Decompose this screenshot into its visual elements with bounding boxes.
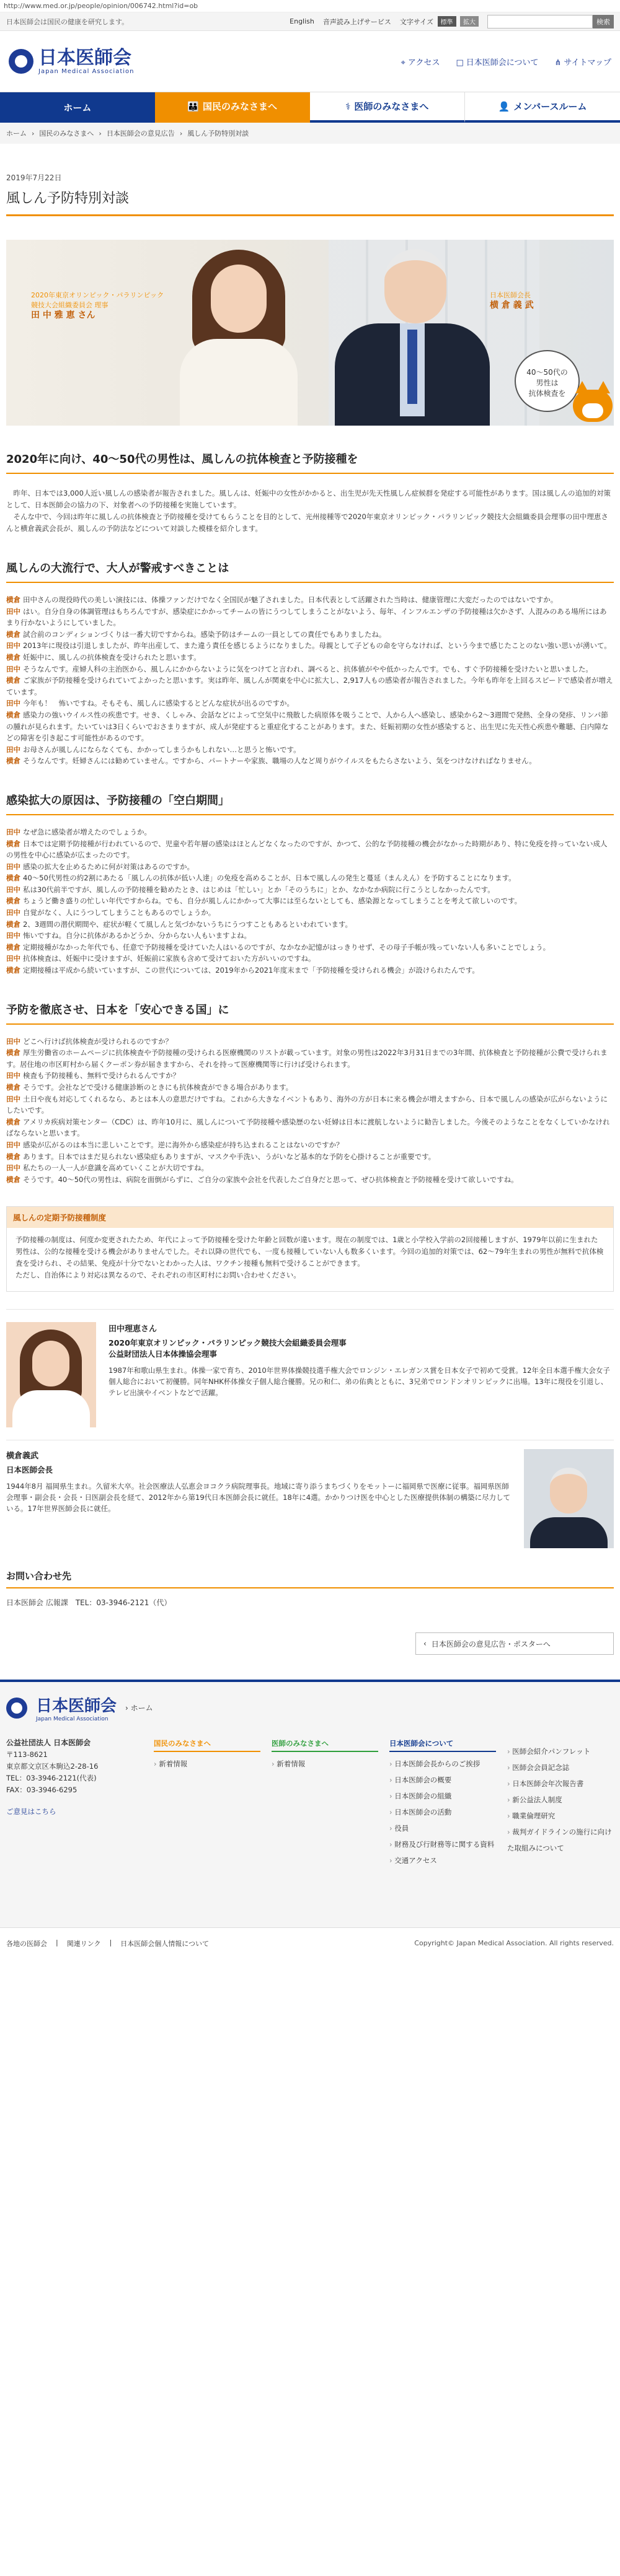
dialogue-line bbox=[6, 1036, 614, 1048]
hero-image bbox=[6, 240, 614, 426]
footer-col-heading bbox=[507, 1737, 614, 1740]
footer-link[interactable]: › 医師会会員記念誌 bbox=[507, 1759, 614, 1776]
dialogue-line bbox=[6, 1151, 614, 1163]
font-large-button[interactable]: 拡大 bbox=[460, 16, 479, 27]
speaker-name: 横倉 bbox=[6, 942, 20, 952]
speaker-name: 横倉 bbox=[6, 595, 20, 604]
dialogue-text: 自覚がなく、人にうつしてしまうこともあるのでしょうか。 bbox=[23, 908, 216, 918]
logo-mark-icon bbox=[9, 49, 33, 74]
footer-col-heading[interactable]: 医師のみなさまへ bbox=[272, 1737, 378, 1752]
footer-col-doctor bbox=[272, 1737, 378, 1868]
footer-org: 公益社団法人 日本医師会 bbox=[6, 1738, 91, 1748]
footer-link[interactable]: › 新着情報 bbox=[154, 1756, 260, 1772]
speaker-name: 田中 bbox=[6, 1094, 20, 1103]
site-header bbox=[0, 31, 620, 92]
people-icon: 👪 bbox=[187, 100, 199, 112]
speaker-name: 田中 bbox=[6, 954, 20, 963]
dialogue-text: なぜ急に感染者が増えたのでしょうか。 bbox=[23, 827, 151, 836]
dialogue-line bbox=[6, 872, 614, 884]
footer-address-line: 東京都文京区本駒込2-28-16 bbox=[6, 1762, 99, 1771]
dialogue-text: そうです。会社などで受ける健康診断のときにも抗体検査ができる場合があります。 bbox=[23, 1083, 293, 1092]
bottom-link[interactable]: 日本医師会個人情報について bbox=[120, 1939, 209, 1948]
dialogue-line bbox=[6, 744, 614, 756]
dialogue-line bbox=[6, 1116, 614, 1139]
photo-yokokura bbox=[335, 243, 490, 426]
search-button[interactable]: 検索 bbox=[593, 15, 614, 28]
dialogue-line bbox=[6, 953, 614, 965]
info-box bbox=[6, 1206, 614, 1292]
dialogue-text: 妊娠中に、風しんの抗体検査を受けられたと思います。 bbox=[23, 652, 201, 662]
bottom-link[interactable]: 各地の医師会 bbox=[6, 1939, 47, 1948]
profile-yokokura bbox=[6, 1440, 614, 1561]
profile-role: 日本医師会長 bbox=[6, 1465, 53, 1475]
dialogue-text: アメリカ疾病対策センター（CDC）は、昨年10月に、風しんについて予防接種や感染歴のない妊婦は日本に渡航しないように勧告しました。今後そのようなことをなくしていかなければならないと思います。 bbox=[6, 1117, 610, 1138]
speaker-name: 田中 bbox=[6, 664, 20, 673]
speaker-name: 田中 bbox=[6, 885, 20, 894]
dialogue-line bbox=[6, 755, 614, 767]
page-title: 風しん予防特別対談 bbox=[6, 188, 614, 216]
access-link[interactable] bbox=[401, 56, 440, 68]
global-nav bbox=[0, 92, 620, 123]
footer-link[interactable]: › 裁判ガイドラインの施行に向けた取組みについて bbox=[507, 1824, 614, 1856]
footer-col-heading[interactable]: 国民のみなさまへ bbox=[154, 1737, 260, 1752]
dialogue-text: 試合前のコンディションづくりは一番大切ですからね。感染予防はチームの一員としての責任でもありましたね。 bbox=[23, 629, 386, 639]
footer-address bbox=[6, 1737, 143, 1868]
doctor-icon: ⚕ bbox=[345, 100, 351, 112]
nav-doctor[interactable] bbox=[310, 92, 465, 123]
speaker-name: 横倉 bbox=[6, 839, 20, 848]
dialogue-line bbox=[6, 709, 614, 744]
photo-tanaka bbox=[174, 246, 304, 426]
info-box-text: 予防接種の制度は、何度か変更されたため、年代によって予防接種を受けた年齢と回数が違います。現在の制度では、1歳と小学校入学前の2回接種しますが、1979年以前に生まれた男性は、公的な接種を受ける機会がありませんでした。それ以降の世代でも、一度も接種していない人も数多くいます。今回の追加的対策では、62～79年生まれの男性が無料で抗体検査を受けられ、その結果、免疫が十分でないとわかった人は、ワクチン接種も無料で受けることができます。 ただし、自治体により対応は異なるので、それぞれの市区町村にお問い合わせください。 bbox=[16, 1235, 604, 1280]
dialogue-text: ちょうど働き盛りの忙しい年代ですからね。でも、自分が風しんにかかって大事には至らないとしても、感染源となってしまうことを考えて欲しいのです。 bbox=[23, 896, 522, 906]
dialogue-line bbox=[6, 1047, 614, 1070]
dialogue bbox=[6, 594, 614, 767]
hero-caption-left-name: 田 中 雅 恵 さん bbox=[31, 310, 95, 320]
speaker-name: 横倉 bbox=[6, 629, 20, 639]
dialogue-sections bbox=[6, 559, 614, 1185]
speaker-name: 横倉 bbox=[6, 1152, 20, 1161]
footer-breadcrumb[interactable]: › ホーム bbox=[125, 1704, 153, 1713]
profile-name: 田中理恵さん bbox=[108, 1325, 157, 1334]
dialogue-text: どこへ行けば抗体検査が受けられるのですか？ bbox=[23, 1036, 173, 1046]
sitemap-label: サイトマップ bbox=[564, 58, 611, 68]
speaker-name: 横倉 bbox=[6, 1048, 20, 1058]
font-size-control bbox=[400, 16, 479, 27]
dialogue-text: 厚生労働省のホームページに抗体検査や予防接種の受けられる医療機関のリストが載っています。対象の男性は2022年3月31日までの3年間、抗体検査と予防接種が公費で受けられます。居住地の市区町村から届くクーポン券が届きますから、それを持って医療機関等に行けば受けられます。 bbox=[6, 1048, 608, 1069]
dialogue-text: 私たちの一人一人が意識を高めていくことが大切ですね。 bbox=[23, 1163, 208, 1173]
breadcrumb-item[interactable]: 国民のみなさまへ bbox=[39, 129, 94, 138]
article-date: 2019年7月22日 bbox=[6, 173, 62, 182]
footer-address-line: TEL：03-3946-2121(代表) bbox=[6, 1774, 97, 1783]
footer-address-line: 〒113-8621 bbox=[6, 1750, 48, 1759]
nav-public-label: 国民のみなさまへ bbox=[202, 101, 277, 112]
speaker-name: 田中 bbox=[6, 827, 20, 836]
english-link[interactable]: English bbox=[290, 17, 314, 25]
mascot-cat-icon bbox=[572, 381, 614, 423]
speaker-name: 横倉 bbox=[6, 1117, 20, 1126]
footer-link[interactable]: › 日本医師会の組織 bbox=[389, 1788, 496, 1804]
bottom-link[interactable]: 関連リンク bbox=[66, 1939, 101, 1948]
logo-en: Japan Medical Association bbox=[38, 68, 135, 75]
back-to-ads-button[interactable] bbox=[415, 1632, 614, 1655]
dialogue-text: そうです。40～50代の男性は、病院を面倒がらずに、ご自分の家族や会社を代表したご自身だと思って、ぜひ抗体検査と予防接種を受けて欲しいですね。 bbox=[23, 1175, 518, 1184]
footer-feedback-link[interactable]: ご意見はこちら bbox=[6, 1807, 56, 1816]
nav-member[interactable] bbox=[464, 92, 620, 123]
back-to-ads-label: 日本医師会の意見広告・ポスターへ bbox=[431, 1639, 551, 1649]
speaker-name: 田中 bbox=[6, 641, 20, 651]
speaker-name: 横倉 bbox=[6, 676, 20, 685]
dialogue-line bbox=[6, 930, 614, 942]
section-heading: 風しんの大流行で、大人が警戒すべきことは bbox=[6, 559, 614, 583]
dialogue bbox=[6, 1036, 614, 1186]
dialogue-line bbox=[6, 838, 614, 861]
footer-bottom-bar: 各地の医師会 | 関連リンク | 日本医師会個人情報について Copyright© Japan Medical Association. All rights reserved. bbox=[0, 1927, 620, 1958]
dialogue-line bbox=[6, 664, 614, 675]
footer-link[interactable]: › 医師会紹介パンフレット bbox=[507, 1743, 614, 1759]
lead-text: 昨年、日本では3,000人近い風しんの感染者が報告されました。風しんは、妊娠中の女性がかかると、出生児が先天性風しん症候群を発症する可能性があります。国は風しんの追加的対策として、日本医師会の協力の下、対象者への予防接種を実施しています。 そんな中で、今回は昨年に風しんの抗体検査と予防接種を受けてもらうことを目的として、光州接種等で2020年東京オリンピック・パラリンピック競技大会組織委員会理事の田中理恵さんと横倉義武会長が、風しんの予防法などについて対談した模様を紹介します。 bbox=[6, 489, 611, 533]
dialogue-text: ご家族が予防接種を受けられていてよかったと思います。実は昨年、風しんが関東を中心に拡大し、2,917人もの感染者が報告されました。今年も昨年を上回るスピードで感染者が増えています。 bbox=[6, 676, 613, 696]
dialogue-line bbox=[6, 1093, 614, 1116]
dialogue-text: そうなんです。産婦人科の主治医から、風しんにかからないように気をつけてと言われ、調べると、抗体値がやや低かったんです。でも、すぐ予防接種を受けたいと思いました。 bbox=[23, 664, 593, 673]
search-box bbox=[487, 15, 614, 28]
dialogue-line bbox=[6, 1162, 614, 1174]
footer-link[interactable]: › 交通アクセス bbox=[389, 1852, 496, 1868]
dialogue-text: 40～50代男性の約2割にあたる「風しんの抗体が低い人達」の免疫を高めることが、日本で風しんの発生と蔓延（まんえん）を予防することになります。 bbox=[23, 874, 516, 883]
hero-caption-right bbox=[490, 291, 534, 310]
dialogue-line bbox=[6, 919, 614, 931]
breadcrumb-item[interactable]: 日本医師会の意見広告 bbox=[106, 129, 175, 138]
profile-bio: 1987年和歌山県生まれ。体操一家で育ち、2010年世界体操競技選手権大会でロンジン・エレガンス賞を日本女子で初めて受賞。12年全日本選手権大会女子個人総合において初優勝。同年NHK杯体操女子個人総合優勝。兄の和仁、弟の佑典とともに、3兄弟でロンドンオリンピックに出場。13年に現役を引退し、テレビ出演やイベントなどで活躍。 bbox=[108, 1366, 610, 1398]
dialogue-line bbox=[6, 594, 614, 606]
speaker-name: 田中 bbox=[6, 699, 20, 708]
nav-home[interactable]: ホーム bbox=[0, 92, 155, 123]
footer-link[interactable]: › 役員 bbox=[389, 1820, 496, 1836]
dialogue-line bbox=[6, 629, 614, 641]
dialogue-text: 感染力の強いウイルス性の疾患です。せき、くしゃみ、会話などによって空気中に飛散した病原体を吸うことで、人から人へ感染し、感染から2～3週間で発熱、全身の発疹、リンパ節の腫れが見られます。たいていは3日くらいでおさまりますが、成人が発症すると重症化することがあります。また、妊娠初期の女性が感染すると、出生児に先天性心疾患や難聴、白内障などの障害を引き起こす可能性があるのです。 bbox=[6, 710, 609, 743]
dialogue-line bbox=[6, 907, 614, 919]
dialogue-text: 定期接種がなかった年代でも、任意で予防接種を受けていた人はいるのですが、なかなか記憶がはっきりせず、その母子手帳が残っていない人も多いことでしょう。 bbox=[23, 942, 551, 952]
profile-bio: 1944年8月 福岡県生まれ。久留米大卒。社会医療法人弘恵会ヨコクラ病院理事長。地域に寄り添うまちづくりをモットーに福岡県で医療に従事。福岡県医師会理事・副会長・会長・日医副会長を経て、2012年から第19代日本医師会長に就任。18年に4選。かかりつけ医を中心とした医療提供体制の構築に尽力している。17年世界医師会長に就任。 bbox=[6, 1482, 511, 1514]
dialogue-text: そうなんです。妊婦さんには勧めていません。ですから、パートナーや家族、職場の人など周りがウイルスをもたらさないよう、気をつけなければなりません。 bbox=[23, 756, 536, 766]
speaker-name: 横倉 bbox=[6, 710, 20, 719]
speaker-name: 田中 bbox=[6, 931, 20, 940]
nav-doctor-label: 医師のみなさまへ bbox=[354, 101, 429, 112]
speaker-name: 田中 bbox=[6, 908, 20, 918]
font-size-label: 文字サイズ bbox=[399, 18, 433, 26]
dialogue-line bbox=[6, 861, 614, 873]
dialogue-text: 私は30代前半ですが、風しんの予防接種を勧めたとき、はじめは「忙しい」とか「そのうちに」とか、なかなか病院に行こうとしなかったんです。 bbox=[23, 885, 495, 894]
dialogue-line bbox=[6, 675, 614, 698]
dialogue bbox=[6, 826, 614, 976]
dialogue-line bbox=[6, 698, 614, 709]
footer-link[interactable]: › 職業倫理研究 bbox=[507, 1808, 614, 1824]
speaker-name: 横倉 bbox=[6, 756, 20, 766]
dialogue-line bbox=[6, 1082, 614, 1093]
footer-col-more bbox=[507, 1737, 614, 1868]
speaker-name: 田中 bbox=[6, 1163, 20, 1173]
hero-caption-left-role: 2020年東京オリンピック・パラリンピック 競技大会組織委員会 理事 bbox=[31, 291, 164, 309]
speaker-name: 横倉 bbox=[6, 919, 20, 929]
speaker-name: 田中 bbox=[6, 607, 20, 616]
logo-jp: 日本医師会 bbox=[38, 46, 131, 69]
dialogue-text: 田中さんの現役時代の美しい演技には、体操ファンだけでなく全国民が魅了されました。日本代表として活躍された当時は、健康管理に大変だったのではないですか。 bbox=[23, 595, 558, 604]
speaker-name: 田中 bbox=[6, 862, 20, 871]
dialogue-text: お母さんが風しんにならなくても、かかってしまうかもしれない…と思うと怖いです。 bbox=[23, 745, 301, 754]
profile-tanaka bbox=[6, 1309, 614, 1440]
tagline: 日本医師会は国民の健康を研究します。 bbox=[6, 17, 129, 26]
footer-link[interactable]: › 日本医師会の活動 bbox=[389, 1804, 496, 1820]
dialogue-text: はい。自分自身の体調管理はもちろんですが、感染症にかかってチームの皆にうつしてしまうことがないよう、毎年、インフルエンザの予防接種は欠かさず、人混みのある場所にはあまり行かないようにしていました。 bbox=[6, 607, 607, 628]
profile-photo-tanaka bbox=[6, 1322, 96, 1427]
hero-caption-right-name: 横 倉 義 武 bbox=[490, 300, 534, 310]
dialogue-text: 2013年に現役は引退しましたが、昨年出産して、また違う責任を感じるようになりました。母親として子どもの命を守らなければ、という今まで感じたことのない強い思いが湧いて。 bbox=[23, 641, 611, 651]
dialogue-text: 感染の拡大を止めるために何が対策はあるのですか。 bbox=[23, 862, 194, 871]
search-input[interactable] bbox=[487, 15, 593, 28]
info-box-heading: 風しんの定期予防接種制度 bbox=[7, 1207, 613, 1228]
speaker-name: 横倉 bbox=[6, 966, 20, 975]
profile-role: 2020年東京オリンピック・パラリンピック競技大会組織委員会理事 公益財団法人日本体操協会理事 bbox=[108, 1338, 347, 1359]
footer-logo-icon[interactable] bbox=[6, 1698, 27, 1719]
dialogue-text: 定期接種は平成から続いていますが、この世代については、2019年から2021年度末まで「予防接種を受けられる機会」が設けられたんです。 bbox=[23, 966, 479, 975]
dialogue-line bbox=[6, 640, 614, 652]
contact-heading: お問い合わせ先 bbox=[6, 1569, 614, 1588]
speaker-name: 田中 bbox=[6, 745, 20, 754]
copyright: Copyright© Japan Medical Association. All rights reserved. bbox=[414, 1939, 614, 1948]
footer-breadcrumb-label: ホーム bbox=[130, 1704, 153, 1713]
dialogue-line bbox=[6, 826, 614, 838]
footer-address-line: FAX：03-3946-6295 bbox=[6, 1785, 78, 1795]
nav-public[interactable] bbox=[155, 92, 310, 123]
dialogue-line bbox=[6, 942, 614, 953]
dialogue-line bbox=[6, 884, 614, 896]
dialogue-text: 感染が広がるのは本当に悲しいことです。逆に海外から感染症が持ち込まれることはないのですか？ bbox=[23, 1140, 343, 1149]
voice-link[interactable]: 音声読み上げサービス bbox=[322, 17, 391, 26]
profile-photo-yokokura bbox=[524, 1449, 614, 1548]
speaker-name: 横倉 bbox=[6, 896, 20, 906]
dialogue-line bbox=[6, 965, 614, 976]
dialogue-line bbox=[6, 1139, 614, 1151]
breadcrumb: ホーム › 国民のみなさまへ › 日本医師会の意見広告 › 風しん予防特別対談 bbox=[0, 123, 620, 144]
footer-col-public bbox=[154, 1737, 260, 1868]
speaker-name: 田中 bbox=[6, 1071, 20, 1080]
footer-link[interactable]: › 新公益法人制度 bbox=[507, 1792, 614, 1808]
dialogue-text: 今年も！ 怖いですね。そもそも、風しんに感染するとどんな症状が出るのですか。 bbox=[23, 699, 294, 708]
site-logo[interactable] bbox=[9, 48, 401, 75]
dialogue-text: 土日や夜も対応してくれるなら、あとは本人の意思だけですね。これから大きなイベントもあり、海外の方が日本に来る機会が増えますから、日本で風しんの感染が広がらないようにしたいです。 bbox=[6, 1094, 608, 1115]
speaker-name: 横倉 bbox=[6, 652, 20, 662]
about-link[interactable] bbox=[456, 56, 538, 68]
speaker-name: 横倉 bbox=[6, 874, 20, 883]
sitemap-link[interactable] bbox=[555, 56, 611, 68]
dialogue-text: あります。日本ではまだ見られない感染症もありますが、マスクや手洗い、うがいなど基本的な予防を心掛けることが重要です。 bbox=[23, 1152, 436, 1161]
dialogue-text: 日本では定期予防接種が行われているので、児童や若年層の感染はほとんどなくなったのですが、かつて、公的な予防接種の機会がなかった時期があり、特に免疫を持っていない成人の男性を中心に感染が広まったのです。 bbox=[6, 839, 608, 860]
footer-link[interactable]: › 財務及び行財務等に関する資料 bbox=[389, 1836, 496, 1852]
speaker-name: 田中 bbox=[6, 1140, 20, 1149]
footer-link[interactable]: › 日本医師会の概要 bbox=[389, 1772, 496, 1788]
nav-member-label: メンバースルーム bbox=[513, 101, 587, 112]
dialogue-line bbox=[6, 1070, 614, 1082]
dialogue-line bbox=[6, 895, 614, 907]
speaker-name: 横倉 bbox=[6, 1083, 20, 1092]
contact-text: 日本医師会 広報課 TEL：03-3946-2121（代） bbox=[6, 1598, 172, 1608]
footer-col-heading[interactable]: 日本医師会について bbox=[389, 1737, 496, 1752]
chevron-left-icon: ‹ bbox=[423, 1639, 427, 1649]
dialogue-text: 怖いですね。自分に抗体があるかどうか、分からない人もいますよね。 bbox=[23, 931, 251, 940]
footer-link[interactable]: › 日本医師会長からのご挨拶 bbox=[389, 1756, 496, 1772]
dialogue-text: 2、3週間の潜伏期間や、症状が軽くて風しんと気づかないうちにうつすこともあるといわれています。 bbox=[23, 919, 352, 929]
dialogue-line bbox=[6, 652, 614, 664]
speaker-name: 田中 bbox=[6, 1036, 20, 1046]
breadcrumb-item[interactable]: ホーム bbox=[6, 129, 27, 138]
access-label: アクセス bbox=[407, 58, 440, 68]
speaker-name: 横倉 bbox=[6, 1175, 20, 1184]
pin-icon: ⌖ bbox=[401, 58, 405, 68]
dialogue-line bbox=[6, 606, 614, 629]
section-heading: 感染拡大の原因は、予防接種の「空白期間」 bbox=[6, 792, 614, 815]
dialogue-text: 検査も予防接種も、無料で受けられるんですか？ bbox=[23, 1071, 180, 1080]
lead-heading: 2020年に向け、40～50代の男性は、風しんの抗体検査と予防接種を bbox=[6, 450, 614, 474]
member-icon: 👤 bbox=[498, 100, 510, 112]
font-standard-button[interactable]: 標準 bbox=[438, 16, 456, 27]
speech-bubble: 40～50代の 男性は 抗体検査を bbox=[515, 350, 580, 412]
square-icon: □ bbox=[456, 58, 464, 68]
footer-col-about bbox=[389, 1737, 496, 1868]
site-footer bbox=[0, 1680, 620, 1927]
utility-bar bbox=[0, 12, 620, 31]
footer-link[interactable]: › 日本医師会年次報告書 bbox=[507, 1776, 614, 1792]
footer-link[interactable]: › 新着情報 bbox=[272, 1756, 378, 1772]
breadcrumb-current: 風しん予防特別対談 bbox=[187, 129, 249, 138]
hero-caption-left bbox=[31, 291, 164, 320]
profile-name: 横倉義武 bbox=[6, 1452, 39, 1461]
section-heading: 予防を徹底させ、日本を「安心できる国」に bbox=[6, 1001, 614, 1025]
dialogue-line bbox=[6, 1174, 614, 1186]
browser-url[interactable]: http://www.med.or.jp/people/opinion/006742.html?id=ob bbox=[0, 0, 620, 12]
about-label: 日本医師会について bbox=[466, 58, 539, 68]
footer-logo-jp: 日本医師会 bbox=[36, 1697, 117, 1716]
footer-logo-en: Japan Medical Association bbox=[36, 1716, 108, 1723]
hero-caption-right-role: 日本医師会長 bbox=[490, 291, 531, 299]
dialogue-text: 抗体検査は、妊娠中に受けますが、妊娠前に家族も含めて受けておいた方がいいのですね。 bbox=[23, 954, 316, 963]
sitemap-icon: ⋔ bbox=[554, 58, 562, 68]
main-content bbox=[0, 172, 620, 1655]
